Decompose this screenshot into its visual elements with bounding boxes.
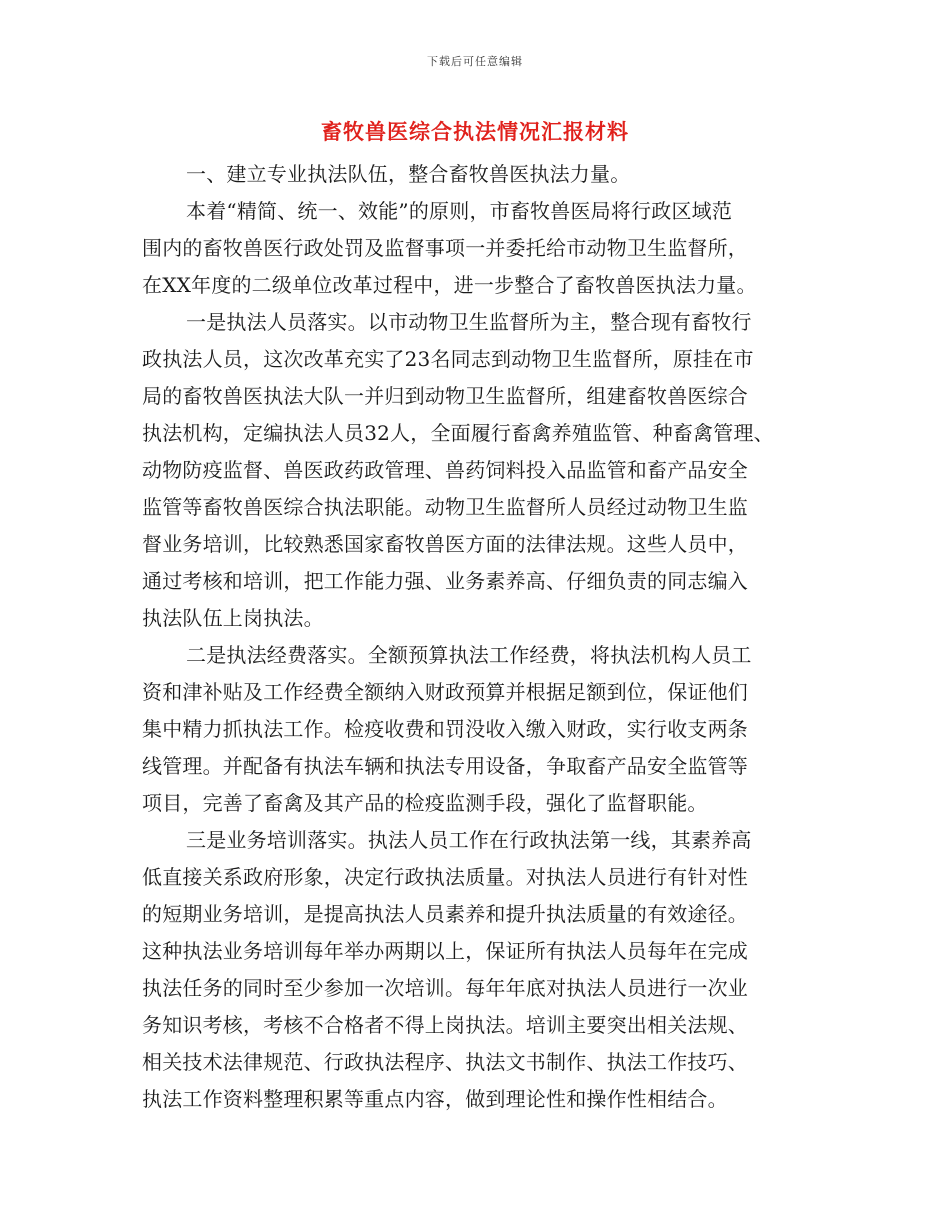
body-line: 执法队伍上岗执法。 <box>142 606 324 630</box>
body-line: 项目，完善了畜禽及其产品的检疫监测手段，强化了监督职能。 <box>142 791 708 815</box>
body-line: 低直接关系政府形象，决定行政执法质量。对执法人员进行有针对性 <box>142 865 748 889</box>
body-line: 线管理。并配备有执法车辆和执法专用设备，争取畜产品安全监管等 <box>142 754 748 778</box>
body-line: 执法任务的同时至少参加一次培训。每年年底对执法人员进行一次业 <box>142 976 748 1000</box>
body-line: 执法工作资料整理积累等重点内容，做到理论性和操作性相结合。 <box>142 1087 728 1111</box>
body-line: 政执法人员，这次改革充实了23名同志到动物卫生监督所，原挂在市 <box>142 347 754 371</box>
body-line: 二是执法经费落实。全额预算执法工作经费，将执法机构人员工 <box>186 643 752 667</box>
body-line: 监管等畜牧兽医综合执法职能。动物卫生监督所人员经过动物卫生监 <box>142 495 748 519</box>
body-line: 督业务培训，比较熟悉国家畜牧兽医方面的法律法规。这些人员中， <box>142 532 748 556</box>
body-line: 通过考核和培训，把工作能力强、业务素养高、仔细负责的同志编入 <box>142 569 748 593</box>
body-line: 本着“精简、统一、效能”的原则，市畜牧兽医局将行政区域范 <box>186 199 733 223</box>
document-body <box>142 156 822 1118</box>
body-line: 这种执法业务培训每年举办两期以上，保证所有执法人员每年在完成 <box>142 939 748 963</box>
body-line: 执法机构，定编执法人员32人，全面履行畜禽养殖监管、种畜禽管理、 <box>142 421 774 445</box>
body-line: 务知识考核，考核不合格者不得上岗执法。培训主要突出相关法规、 <box>142 1013 748 1037</box>
body-line: 局的畜牧兽医执法大队一并归到动物卫生监督所，组建畜牧兽医综合 <box>142 384 748 408</box>
body-line: 围内的畜牧兽医行政处罚及监督事项一并委托给市动物卫生监督所， <box>142 236 748 260</box>
body-line: 资和津补贴及工作经费全额纳入财政预算并根据足额到位，保证他们 <box>142 680 748 704</box>
body-line: 一是执法人员落实。以市动物卫生监督所为主，整合现有畜牧行 <box>186 310 752 334</box>
body-line: 三是业务培训落实。执法人员工作在行政执法第一线，其素养高 <box>186 828 752 852</box>
document-title: 畜牧兽医综合执法情况汇报材料 <box>321 119 629 144</box>
header-note: 下载后可任意编辑 <box>427 55 523 68</box>
body-line: 在XX年度的二级单位改革过程中，进一步整合了畜牧兽医执法力量。 <box>142 273 757 297</box>
body-line: 一、建立专业执法队伍，整合畜牧兽医执法力量。 <box>186 162 631 186</box>
body-line: 的短期业务培训，是提高执法人员素养和提升执法质量的有效途径。 <box>142 902 748 926</box>
body-line: 集中精力抓执法工作。检疫收费和罚没收入缴入财政，实行收支两条 <box>142 717 748 741</box>
body-line: 动物防疫监督、兽医政药政管理、兽药饲料投入品监管和畜产品安全 <box>142 458 748 482</box>
body-line: 相关技术法律规范、行政执法程序、执法文书制作、执法工作技巧、 <box>142 1050 748 1074</box>
